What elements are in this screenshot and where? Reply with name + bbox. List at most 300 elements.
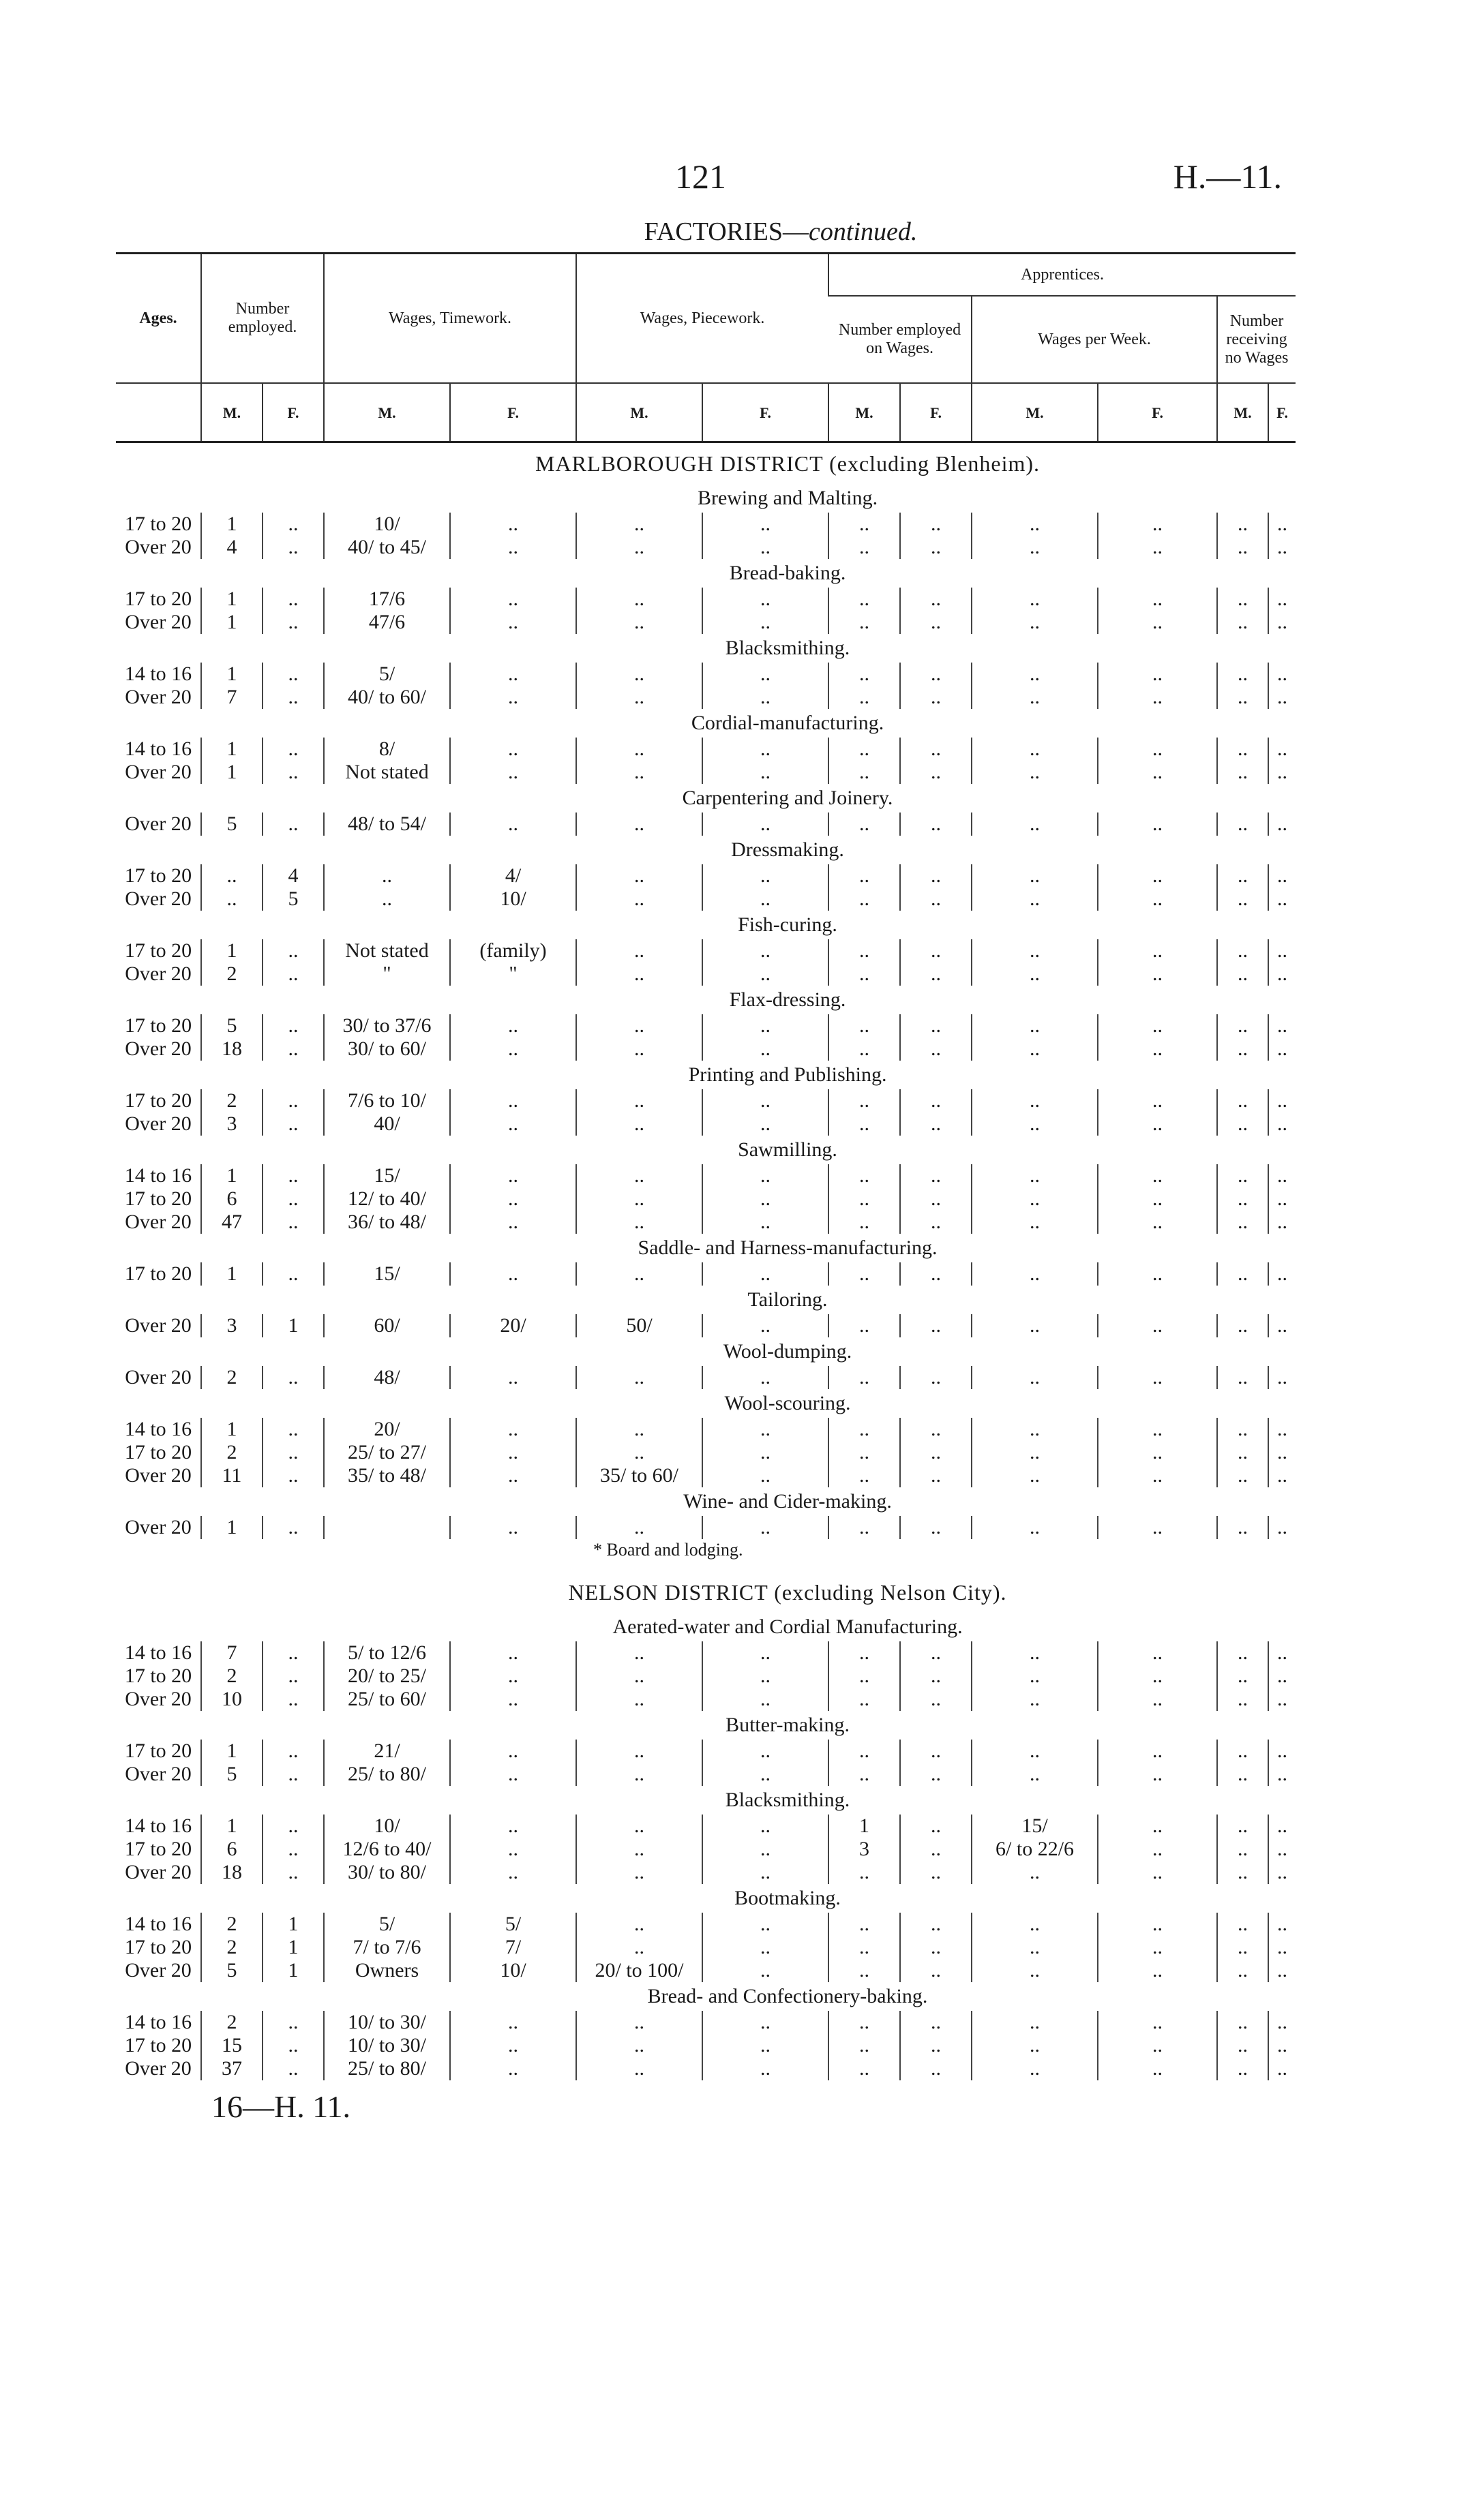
table-cell: .. (1217, 2011, 1268, 2034)
table-cell: .. (1217, 939, 1268, 962)
table-cell: .. (702, 1861, 828, 1884)
table-cell: .. (450, 1464, 576, 1487)
table-cell: 1 (201, 1516, 263, 1539)
table-cell: 10/ to 30/ (324, 2034, 450, 2057)
table-cell: .. (972, 588, 1098, 611)
table-cell: 7 (201, 686, 263, 709)
table-cell: .. (263, 1688, 324, 1711)
table-cell: .. (1217, 1815, 1268, 1838)
table-cell: .. (1098, 813, 1217, 836)
table-cell: 2 (201, 1913, 263, 1936)
table-cell: .. (828, 887, 900, 911)
table-cell: .. (828, 663, 900, 686)
table-cell: .. (972, 611, 1098, 634)
table-cell: .. (828, 1688, 900, 1711)
table-cell: 20/ to 25/ (324, 1665, 450, 1688)
table-row (116, 1187, 1296, 1211)
table-cell: .. (576, 611, 702, 634)
table-cell: .. (263, 1262, 324, 1286)
table-cell: Over 20 (125, 1211, 192, 1233)
table-cell: .. (828, 1211, 900, 1234)
title-main: FACTORIES— (644, 217, 809, 246)
industry-heading-row (116, 1286, 1296, 1314)
table-row (116, 1913, 1296, 1936)
table-cell: .. (1098, 513, 1217, 536)
table-cell: .. (576, 1112, 702, 1136)
table-cell: .. (1098, 761, 1217, 784)
industry-heading-row (116, 911, 1296, 939)
table-cell: .. (263, 2011, 324, 2034)
table-cell: 12/ to 40/ (324, 1187, 450, 1211)
table-cell: .. (263, 1763, 324, 1786)
district-heading-row (116, 1572, 1296, 1613)
table-cell: .. (900, 1763, 972, 1786)
table-cell: .. (828, 1314, 900, 1337)
table-cell: .. (576, 1014, 702, 1037)
table-cell: .. (263, 663, 324, 686)
table-cell: .. (702, 513, 828, 536)
table-row (116, 1089, 1296, 1112)
table-cell: .. (972, 1211, 1098, 1234)
table-cell: 17 to 20 (124, 1262, 192, 1285)
table-cell: .. (972, 686, 1098, 709)
table-row (116, 1366, 1296, 1389)
table-cell: .. (263, 1516, 324, 1539)
table-cell: 17 to 20 (124, 1740, 192, 1762)
table-cell: Over 20 (125, 1464, 192, 1487)
industry-heading-row (116, 1884, 1296, 1913)
table-cell: 17 to 20 (124, 1089, 192, 1112)
table-cell: .. (900, 1314, 972, 1337)
table-cell: .. (900, 1262, 972, 1286)
table-cell: 18 (201, 1037, 263, 1061)
table-cell: 1 (201, 663, 263, 686)
table-cell: .. (263, 1740, 324, 1763)
table-cell: 20/ (324, 1418, 450, 1441)
table-row (116, 813, 1296, 836)
table-cell: Over 20 (125, 1861, 192, 1883)
table-cell: .. (450, 686, 576, 709)
table-cell: .. (1268, 1014, 1296, 1037)
table-cell: .. (263, 738, 324, 761)
table-cell: .. (1217, 887, 1268, 911)
table-cell: (family) (450, 939, 576, 962)
table-cell: .. (1098, 663, 1217, 686)
table-cell: .. (972, 813, 1098, 836)
table-cell: .. (900, 1688, 972, 1711)
table-cell: 1 (263, 1314, 324, 1337)
industry-heading: Brewing and Malting. (697, 487, 878, 509)
table-cell: Not stated (324, 761, 450, 784)
table-cell: .. (263, 1838, 324, 1861)
industry-heading-row (116, 1061, 1296, 1089)
table-cell: .. (450, 1641, 576, 1665)
table-row (116, 761, 1296, 784)
table-cell: .. (201, 864, 263, 887)
table-cell (324, 1516, 450, 1539)
table-cell: 1 (201, 588, 263, 611)
industry-heading: Cordial-manufacturing. (691, 712, 884, 734)
table-cell: .. (576, 939, 702, 962)
table-cell: .. (1217, 1688, 1268, 1711)
table-row (116, 1740, 1296, 1763)
table-cell: .. (702, 864, 828, 887)
table-row (116, 1314, 1296, 1337)
table-cell: .. (972, 738, 1098, 761)
table-cell: .. (576, 1763, 702, 1786)
table-cell: .. (972, 663, 1098, 686)
table-cell: 17 to 20 (124, 864, 192, 887)
table-cell: .. (900, 864, 972, 887)
table-cell: .. (828, 1936, 900, 1959)
sub-header: F. (450, 383, 576, 442)
table-cell: 17 to 20 (124, 1014, 192, 1037)
table-cell: .. (900, 1936, 972, 1959)
table-cell: .. (450, 1112, 576, 1136)
table-cell: 5 (201, 1763, 263, 1786)
table-cell: .. (1268, 1861, 1296, 1884)
table-row (116, 1861, 1296, 1884)
table-cell: .. (450, 813, 576, 836)
table-cell: 17 to 20 (124, 588, 192, 610)
table-cell: .. (1217, 864, 1268, 887)
table-cell: .. (576, 887, 702, 911)
table-cell: .. (900, 1366, 972, 1389)
table-cell: .. (263, 1665, 324, 1688)
table-cell: .. (450, 1164, 576, 1187)
table-cell: .. (1217, 1037, 1268, 1061)
table-cell: 20/ (450, 1314, 576, 1337)
table-cell: .. (1098, 2034, 1217, 2057)
table-cell: 5 (263, 887, 324, 911)
table-cell: .. (972, 1112, 1098, 1136)
table-cell: .. (1098, 864, 1217, 887)
table-cell: .. (450, 513, 576, 536)
table-cell: .. (450, 1014, 576, 1037)
table-cell: .. (1217, 761, 1268, 784)
table-cell: .. (900, 1014, 972, 1037)
table-cell: 40/ to 45/ (324, 536, 450, 559)
table-cell: .. (450, 2011, 576, 2034)
table-cell: .. (576, 1516, 702, 1539)
table-cell: .. (1268, 1366, 1296, 1389)
table-cell: 1 (201, 1740, 263, 1763)
table-cell: .. (576, 1089, 702, 1112)
table-cell: .. (828, 738, 900, 761)
table-cell: .. (450, 1763, 576, 1786)
table-cell: 35/ to 60/ (576, 1464, 702, 1487)
table-cell: .. (900, 1187, 972, 1211)
table-cell: .. (1268, 2011, 1296, 2034)
table-cell: .. (576, 1815, 702, 1838)
table-cell: 1 (201, 761, 263, 784)
table-cell: .. (972, 887, 1098, 911)
table-cell: .. (1098, 1763, 1217, 1786)
table-cell: 14 to 16 (124, 2011, 192, 2033)
table-cell: .. (900, 761, 972, 784)
table-cell: .. (1268, 962, 1296, 986)
table-cell: .. (972, 1688, 1098, 1711)
table-cell: .. (263, 513, 324, 536)
table-cell: .. (450, 1089, 576, 1112)
table-cell: .. (828, 2034, 900, 2057)
col-apprentices: Apprentices. (828, 254, 1296, 297)
table-cell: 7/ to 7/6 (324, 1936, 450, 1959)
table-cell: .. (576, 1838, 702, 1861)
sub-header: M. (972, 383, 1098, 442)
table-cell: .. (702, 1418, 828, 1441)
table-cell: .. (900, 1112, 972, 1136)
table-row (116, 1815, 1296, 1838)
table-cell: .. (263, 761, 324, 784)
table-cell: .. (900, 1211, 972, 1234)
table-cell: 10/ to 30/ (324, 2011, 450, 2034)
table-cell: .. (1217, 1913, 1268, 1936)
table-cell: 4 (263, 864, 324, 887)
table-cell: .. (702, 939, 828, 962)
table-cell: 2 (201, 1665, 263, 1688)
industry-heading: Wool-dumping. (723, 1340, 852, 1363)
table-cell: .. (1098, 939, 1217, 962)
table-cell: .. (828, 1740, 900, 1763)
table-cell: 25/ to 80/ (324, 1763, 450, 1786)
table-cell: .. (263, 1089, 324, 1112)
industry-heading-row (116, 484, 1296, 513)
table-cell: .. (900, 1464, 972, 1487)
table-cell: .. (900, 536, 972, 559)
table-cell: .. (828, 1418, 900, 1441)
table-cell: .. (1098, 1641, 1217, 1665)
table-cell: Over 20 (125, 1037, 192, 1060)
table-cell: .. (1217, 663, 1268, 686)
table-cell: .. (702, 536, 828, 559)
table-cell: .. (576, 1641, 702, 1665)
table-cell: .. (1268, 1516, 1296, 1539)
table-cell: .. (1217, 1464, 1268, 1487)
table-cell: .. (1098, 1815, 1217, 1838)
table-cell: 5/ to 12/6 (324, 1641, 450, 1665)
table-cell: .. (828, 2057, 900, 2080)
table-cell: .. (1098, 1740, 1217, 1763)
table-cell: .. (576, 1688, 702, 1711)
table-cell: .. (702, 611, 828, 634)
table-cell: 4/ (450, 864, 576, 887)
table-cell: .. (450, 1516, 576, 1539)
industry-heading-row (116, 1389, 1296, 1418)
table-cell: 14 to 16 (124, 1913, 192, 1935)
table-row (116, 962, 1296, 986)
table-cell: .. (1268, 536, 1296, 559)
table-cell: .. (900, 1959, 972, 1982)
industry-heading-row (116, 836, 1296, 864)
table-cell: .. (828, 1516, 900, 1539)
table-row (116, 2011, 1296, 2034)
table-cell: .. (576, 962, 702, 986)
sub-header: M. (1217, 383, 1268, 442)
table-cell: .. (263, 939, 324, 962)
table-cell: .. (576, 1037, 702, 1061)
table-cell: 40/ (324, 1112, 450, 1136)
table-cell: Not stated (324, 939, 450, 962)
table-cell: Over 20 (125, 686, 192, 708)
table-cell: .. (450, 1187, 576, 1211)
table-cell: .. (1098, 1959, 1217, 1982)
table-row (116, 686, 1296, 709)
table-cell: .. (450, 761, 576, 784)
table-cell: .. (900, 1516, 972, 1539)
table-cell: .. (1098, 962, 1217, 986)
table-cell: .. (576, 2034, 702, 2057)
industry-heading: Flax-dressing. (729, 988, 846, 1011)
table-cell: 35/ to 48/ (324, 1464, 450, 1487)
industry-heading-row (116, 986, 1296, 1014)
table-cell: .. (1217, 1211, 1268, 1234)
table-row (116, 2034, 1296, 2057)
table-cell: .. (900, 1665, 972, 1688)
table-cell: .. (972, 1665, 1098, 1688)
table-cell: .. (263, 1464, 324, 1487)
table-cell: .. (263, 1815, 324, 1838)
table-cell: .. (972, 1641, 1098, 1665)
sub-header: M. (828, 383, 900, 442)
table-cell: 48/ (324, 1366, 450, 1389)
industry-heading-row (116, 1613, 1296, 1641)
page-number: 121 (675, 157, 726, 196)
table-cell: .. (1098, 1688, 1217, 1711)
table-cell: .. (828, 686, 900, 709)
table-cell: .. (702, 588, 828, 611)
table-cell: .. (1268, 939, 1296, 962)
table-cell: 3 (201, 1112, 263, 1136)
table-cell: .. (900, 1164, 972, 1187)
table-cell: 47/6 (324, 611, 450, 634)
table-cell: .. (828, 588, 900, 611)
industry-heading-row (116, 709, 1296, 738)
table-cell: .. (972, 1464, 1098, 1487)
table-cell: .. (972, 1516, 1098, 1539)
table-cell: .. (702, 1464, 828, 1487)
table-cell: .. (1217, 686, 1268, 709)
table-cell: Over 20 (125, 1688, 192, 1710)
col-ages: Ages. (116, 254, 201, 384)
table-cell: .. (1098, 1441, 1217, 1464)
table-cell: .. (1217, 1838, 1268, 1861)
table-cell: .. (972, 1936, 1098, 1959)
table-cell: .. (828, 813, 900, 836)
table-cell: .. (900, 2057, 972, 2080)
table-cell: .. (1217, 813, 1268, 836)
table-cell: 14 to 16 (124, 738, 192, 760)
table-cell: .. (1268, 813, 1296, 836)
table-row (116, 588, 1296, 611)
sub-header: F. (900, 383, 972, 442)
table-cell: .. (1098, 1187, 1217, 1211)
sub-header: M. (576, 383, 702, 442)
table-cell: 6 (201, 1187, 263, 1211)
table-cell: Over 20 (125, 1112, 192, 1135)
table-cell: 1 (201, 939, 263, 962)
table-cell: .. (972, 1164, 1098, 1187)
table-cell: .. (1098, 2057, 1217, 2080)
table-cell: .. (1268, 761, 1296, 784)
table-cell: .. (972, 2034, 1098, 2057)
industry-heading-row (116, 1337, 1296, 1366)
table-cell: .. (972, 1037, 1098, 1061)
footnote-row (116, 1539, 1296, 1561)
table-cell: .. (900, 686, 972, 709)
table-cell: 1 (201, 513, 263, 536)
table-cell: 10/ (324, 1815, 450, 1838)
table-cell: .. (1217, 588, 1268, 611)
table-cell: .. (1098, 1037, 1217, 1061)
table-cell: 2 (201, 1936, 263, 1959)
col-wages-piecework: Wages, Piecework. (576, 254, 828, 384)
table-cell: .. (450, 611, 576, 634)
table-cell: .. (1098, 1366, 1217, 1389)
table-cell: .. (828, 513, 900, 536)
table-cell: .. (702, 1441, 828, 1464)
table-cell: 10 (201, 1688, 263, 1711)
table-cell: 7 (201, 1641, 263, 1665)
table-cell: .. (900, 611, 972, 634)
table-cell: 30/ to 60/ (324, 1037, 450, 1061)
table-cell: Over 20 (125, 962, 192, 985)
table-cell: .. (1098, 1211, 1217, 1234)
table-cell: .. (1268, 1740, 1296, 1763)
table-cell: .. (1098, 1936, 1217, 1959)
table-cell: Over 20 (125, 761, 192, 783)
table-cell: .. (972, 1366, 1098, 1389)
table-cell: 20/ to 100/ (576, 1959, 702, 1982)
industry-heading: Wine- and Cider-making. (683, 1490, 892, 1513)
table-cell: .. (828, 962, 900, 986)
table-cell: .. (702, 962, 828, 986)
table-cell: .. (702, 1211, 828, 1234)
table-cell: .. (972, 1089, 1098, 1112)
table-cell: .. (972, 761, 1098, 784)
table-cell: .. (450, 1211, 576, 1234)
table-cell: 14 to 16 (124, 1815, 192, 1837)
document-reference: H.—11. (1173, 157, 1282, 196)
table-cell: .. (702, 1014, 828, 1037)
table-cell: .. (1217, 1262, 1268, 1286)
table-cell: .. (702, 1187, 828, 1211)
page-title (280, 211, 1282, 252)
industry-heading-row (116, 1982, 1296, 2011)
table-cell: 37 (201, 2057, 263, 2080)
table-cell: .. (576, 536, 702, 559)
sub-ages-blank (116, 383, 201, 442)
table-cell: 17 to 20 (124, 2034, 192, 2056)
table-cell: .. (828, 1665, 900, 1688)
table-cell: .. (702, 1089, 828, 1112)
industry-heading: Aerated-water and Cordial Manufacturing. (612, 1615, 963, 1638)
table-cell: .. (972, 1861, 1098, 1884)
table-cell: .. (1217, 1740, 1268, 1763)
table-cell: .. (576, 761, 702, 784)
table-cell: .. (1217, 2057, 1268, 2080)
table-cell: 18 (201, 1861, 263, 1884)
table-cell: 10/ (324, 513, 450, 536)
table-cell: .. (1217, 1112, 1268, 1136)
table-cell: .. (972, 1014, 1098, 1037)
table-cell: .. (1217, 1441, 1268, 1464)
sub-header: F. (1098, 383, 1217, 442)
table-cell: 2 (201, 962, 263, 986)
col-number-employed: Number employed. (201, 254, 324, 384)
table-cell: .. (900, 2011, 972, 2034)
table-cell: .. (972, 1262, 1098, 1286)
